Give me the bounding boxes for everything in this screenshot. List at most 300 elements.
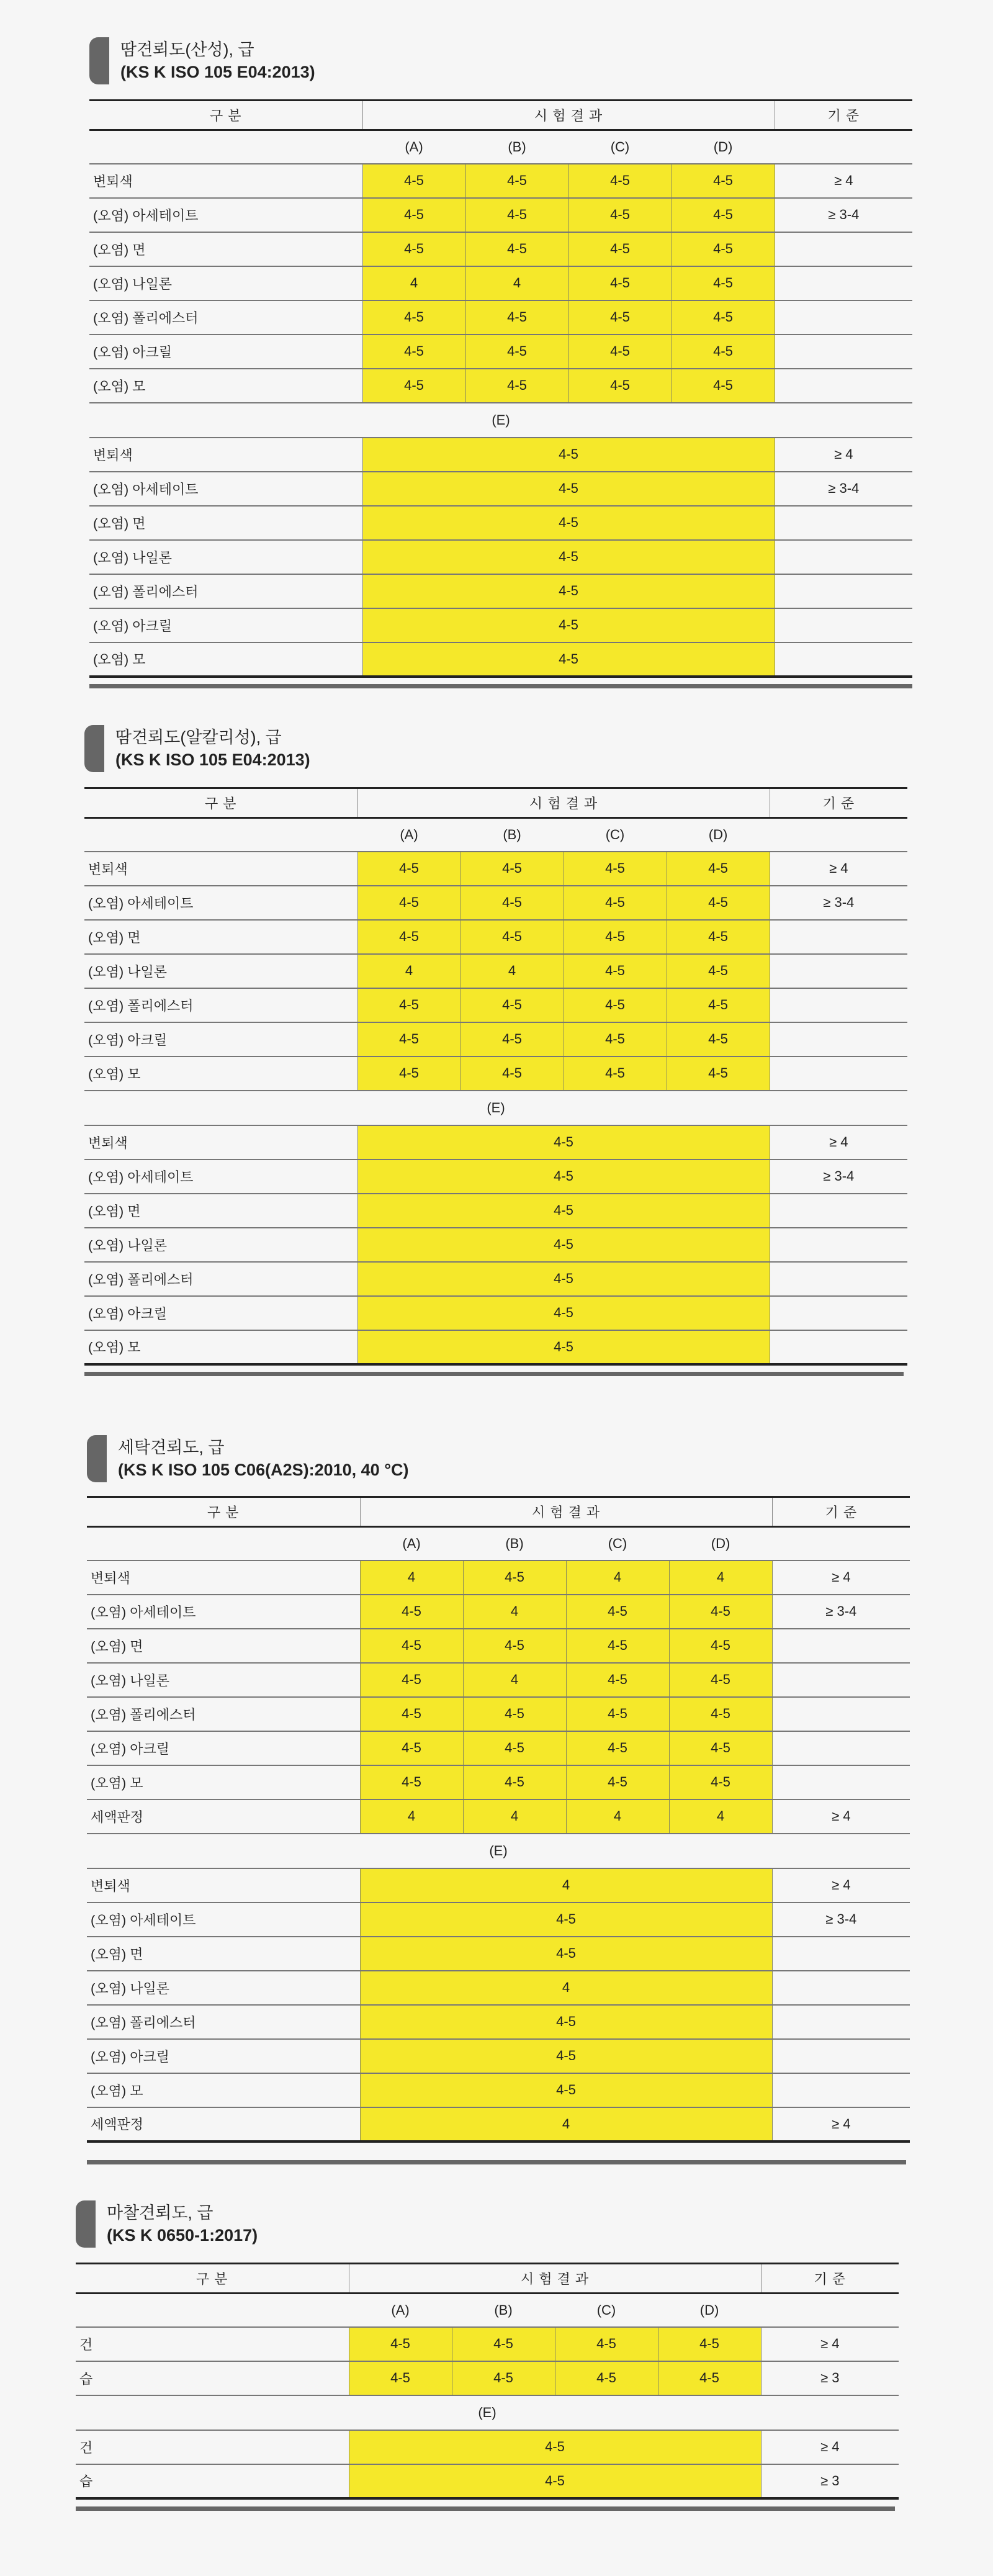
value-c: 4-5 [568, 198, 672, 232]
table-row [87, 1765, 910, 1799]
value-a: 4-5 [362, 164, 465, 198]
header-criteria: 기 준 [761, 2264, 899, 2294]
value-b: 4-5 [465, 369, 568, 403]
criteria-value [770, 954, 907, 988]
row-label: (오염) 아크릴 [84, 1296, 357, 1330]
value-b: 4-5 [465, 300, 568, 335]
table-row [84, 920, 907, 954]
table-header-row [89, 101, 912, 130]
value-d: 4-5 [669, 1697, 772, 1731]
value-d: 4-5 [672, 198, 775, 232]
section-title: 마찰견뢰도, 급 [107, 2204, 213, 2222]
value-d: 4-5 [672, 300, 775, 335]
value-a: 4 [357, 954, 461, 988]
criteria-value [775, 540, 912, 574]
row-label: (오염) 나일론 [89, 266, 362, 300]
value-c: 4-5 [564, 1056, 667, 1091]
criteria-value [770, 1228, 907, 1262]
value-b: 4-5 [461, 988, 564, 1022]
table-row [87, 1937, 910, 1971]
criteria-value: ≥ 4 [775, 438, 912, 472]
table-header-row [87, 1497, 910, 1527]
row-label: (오염) 모 [84, 1056, 357, 1091]
row-label: 세액판정 [87, 1799, 360, 1834]
value-b: 4-5 [463, 1629, 566, 1663]
value-a: 4-5 [362, 198, 465, 232]
criteria-value [772, 1971, 910, 2005]
table-row [84, 886, 907, 920]
row-label: (오염) 모 [89, 369, 362, 403]
criteria-value: ≥ 3-4 [772, 1903, 910, 1937]
value-d: 4-5 [672, 335, 775, 369]
value-d: 4-5 [669, 1731, 772, 1765]
value-c: 4-5 [564, 1022, 667, 1056]
value-a: 4-5 [360, 1731, 463, 1765]
header-results: 시 험 결 과 [360, 1497, 772, 1527]
value-b: 4-5 [461, 920, 564, 954]
criteria-value [770, 1262, 907, 1296]
row-label: (오염) 폴리에스터 [89, 300, 362, 335]
value-b: 4-5 [465, 164, 568, 198]
section-standard: (KS K ISO 105 E04:2013) [120, 63, 315, 81]
column-e-label: (E) [87, 1834, 910, 1868]
value-c: 4-5 [566, 1595, 669, 1629]
column-b-label: (B) [463, 1527, 566, 1560]
value-e: 4-5 [357, 1228, 770, 1262]
table-row [84, 852, 907, 886]
column-d-label: (D) [658, 2294, 761, 2327]
table-row [89, 266, 912, 300]
value-d: 4 [669, 1799, 772, 1834]
header-category: 구 분 [84, 788, 357, 818]
value-a: 4-5 [362, 369, 465, 403]
criteria-value [775, 506, 912, 540]
value-c: 4-5 [566, 1697, 669, 1731]
value-a: 4-5 [357, 988, 461, 1022]
value-e: 4-5 [362, 472, 775, 506]
criteria-value: ≥ 3-4 [772, 1595, 910, 1629]
value-a: 4-5 [349, 2361, 452, 2395]
table-row [89, 300, 912, 335]
row-label: (오염) 면 [87, 1629, 360, 1663]
row-label: (오염) 폴리에스터 [87, 2005, 360, 2039]
table-row [89, 164, 912, 198]
value-e: 4-5 [360, 2005, 772, 2039]
column-e-label: (E) [84, 1091, 907, 1125]
value-d: 4-5 [658, 2327, 761, 2361]
criteria-value: ≥ 4 [775, 164, 912, 198]
value-c: 4-5 [564, 852, 667, 886]
header-results: 시 험 결 과 [362, 101, 775, 130]
table-row [76, 2361, 899, 2395]
value-d: 4-5 [669, 1595, 772, 1629]
header-category: 구 분 [89, 101, 362, 130]
column-c-label: (C) [566, 1527, 669, 1560]
column-e-label: (E) [76, 2395, 899, 2430]
row-label: (오염) 폴리에스터 [84, 988, 357, 1022]
value-d: 4-5 [669, 1663, 772, 1697]
header-results: 시 험 결 과 [357, 788, 770, 818]
criteria-value [770, 1022, 907, 1056]
value-b: 4 [463, 1799, 566, 1834]
row-label: (오염) 아크릴 [89, 335, 362, 369]
column-e-row [87, 1834, 910, 1868]
value-b: 4-5 [463, 1560, 566, 1595]
value-c: 4-5 [564, 886, 667, 920]
table-row [89, 198, 912, 232]
value-a: 4-5 [357, 886, 461, 920]
table-row [84, 954, 907, 988]
table-row [87, 2073, 910, 2107]
column-d-label: (D) [669, 1527, 772, 1560]
value-e: 4 [360, 1868, 772, 1903]
results-table [89, 99, 912, 678]
column-label-row [89, 130, 912, 164]
section-marker [76, 2200, 96, 2248]
row-label: (오염) 아크릴 [89, 608, 362, 642]
value-b: 4-5 [461, 852, 564, 886]
table-row [76, 2464, 899, 2498]
results-table [76, 2263, 899, 2500]
header-results: 시 험 결 과 [349, 2264, 761, 2294]
value-d: 4-5 [672, 232, 775, 266]
row-label: (오염) 면 [84, 1194, 357, 1228]
criteria-value: ≥ 4 [770, 852, 907, 886]
section-standard: (KS K 0650-1:2017) [107, 2226, 258, 2245]
table-row [84, 988, 907, 1022]
value-a: 4 [362, 266, 465, 300]
row-label: (오염) 아세테이트 [84, 1160, 357, 1194]
value-d: 4-5 [667, 886, 770, 920]
value-e: 4-5 [360, 2039, 772, 2073]
criteria-value [775, 369, 912, 403]
row-label: 변퇴색 [89, 164, 362, 198]
criteria-value [770, 988, 907, 1022]
value-a: 4-5 [357, 1022, 461, 1056]
value-b: 4-5 [461, 1022, 564, 1056]
column-c-label: (C) [555, 2294, 658, 2327]
row-label: (오염) 나일론 [89, 540, 362, 574]
column-c-label: (C) [564, 818, 667, 852]
table-row [87, 2005, 910, 2039]
criteria-value [772, 1731, 910, 1765]
value-b: 4 [465, 266, 568, 300]
criteria-value: ≥ 4 [761, 2430, 899, 2464]
row-label: (오염) 면 [89, 506, 362, 540]
value-b: 4-5 [465, 232, 568, 266]
row-label: (오염) 나일론 [84, 954, 357, 988]
column-label-row [87, 1527, 910, 1560]
criteria-value [775, 266, 912, 300]
value-b: 4-5 [465, 198, 568, 232]
section-title: 세탁견뢰도, 급 [118, 1438, 225, 1457]
row-label: 건 [76, 2327, 349, 2361]
row-label: (오염) 면 [87, 1937, 360, 1971]
value-c: 4-5 [568, 300, 672, 335]
value-d: 4-5 [669, 1765, 772, 1799]
table-row [89, 608, 912, 642]
section-end-line [87, 2160, 906, 2164]
value-c: 4-5 [566, 1765, 669, 1799]
section-marker [87, 1435, 107, 1482]
value-a: 4-5 [349, 2327, 452, 2361]
value-c: 4-5 [568, 232, 672, 266]
value-e: 4-5 [357, 1296, 770, 1330]
value-e: 4-5 [362, 438, 775, 472]
value-b: 4-5 [463, 1697, 566, 1731]
value-d: 4-5 [667, 1056, 770, 1091]
criteria-value: ≥ 3-4 [770, 1160, 907, 1194]
table-row [84, 1330, 907, 1364]
criteria-value [772, 1937, 910, 1971]
value-c: 4-5 [555, 2327, 658, 2361]
table-row [89, 232, 912, 266]
value-e: 4-5 [360, 2073, 772, 2107]
value-e: 4-5 [349, 2430, 761, 2464]
value-b: 4-5 [463, 1765, 566, 1799]
row-label: (오염) 아세테이트 [84, 886, 357, 920]
table-row [87, 1595, 910, 1629]
row-label: (오염) 모 [87, 1765, 360, 1799]
value-a: 4-5 [360, 1765, 463, 1799]
criteria-value: ≥ 3-4 [770, 886, 907, 920]
value-e: 4 [360, 2107, 772, 2141]
value-e: 4-5 [349, 2464, 761, 2498]
value-a: 4-5 [357, 920, 461, 954]
column-a-label: (A) [349, 2294, 452, 2327]
criteria-value: ≥ 4 [772, 1868, 910, 1903]
value-a: 4-5 [362, 232, 465, 266]
row-label: 변퇴색 [89, 438, 362, 472]
value-d: 4-5 [667, 1022, 770, 1056]
row-label: (오염) 면 [89, 232, 362, 266]
value-e: 4-5 [362, 608, 775, 642]
value-a: 4-5 [357, 852, 461, 886]
criteria-value: ≥ 3-4 [775, 198, 912, 232]
row-label: (오염) 나일론 [87, 1971, 360, 2005]
value-e: 4-5 [360, 1937, 772, 1971]
value-a: 4 [360, 1799, 463, 1834]
criteria-value [772, 1765, 910, 1799]
table-row [87, 1971, 910, 2005]
table-row [87, 2039, 910, 2073]
section-title: 땀견뢰도(알칼리성), 급 [115, 728, 282, 747]
row-label: 변퇴색 [84, 1125, 357, 1160]
value-c: 4-5 [555, 2361, 658, 2395]
column-d-label: (D) [672, 130, 775, 164]
value-d: 4-5 [669, 1629, 772, 1663]
column-c-label: (C) [568, 130, 672, 164]
value-c: 4-5 [566, 1663, 669, 1697]
criteria-value [770, 920, 907, 954]
table-row [87, 2107, 910, 2141]
row-label: 변퇴색 [87, 1560, 360, 1595]
value-b: 4 [463, 1663, 566, 1697]
row-label: (오염) 아세테이트 [87, 1595, 360, 1629]
section-end-line [84, 1372, 904, 1376]
value-e: 4-5 [362, 574, 775, 608]
value-e: 4-5 [362, 642, 775, 677]
criteria-value [775, 300, 912, 335]
row-label: 변퇴색 [84, 852, 357, 886]
value-d: 4-5 [672, 164, 775, 198]
criteria-value: ≥ 3 [761, 2464, 899, 2498]
value-b: 4-5 [452, 2361, 555, 2395]
criteria-value: ≥ 4 [761, 2327, 899, 2361]
criteria-value [772, 2073, 910, 2107]
table-row [87, 1560, 910, 1595]
criteria-value [775, 574, 912, 608]
criteria-value [770, 1056, 907, 1091]
table-row [89, 642, 912, 677]
column-label-row [76, 2294, 899, 2327]
value-d: 4-5 [667, 920, 770, 954]
value-c: 4-5 [568, 164, 672, 198]
row-label: (오염) 아세테이트 [87, 1903, 360, 1937]
value-e: 4-5 [357, 1262, 770, 1296]
criteria-value [775, 232, 912, 266]
column-e-label: (E) [89, 403, 912, 438]
criteria-value: ≥ 4 [770, 1125, 907, 1160]
value-d: 4-5 [667, 988, 770, 1022]
value-e: 4-5 [362, 540, 775, 574]
table-row [87, 1663, 910, 1697]
criteria-value [775, 335, 912, 369]
value-d: 4-5 [672, 266, 775, 300]
header-criteria: 기 준 [772, 1497, 910, 1527]
column-e-row [76, 2395, 899, 2430]
table-header-row [76, 2264, 899, 2294]
table-row [76, 2327, 899, 2361]
value-b: 4 [463, 1595, 566, 1629]
criteria-value: ≥ 3 [761, 2361, 899, 2395]
row-label: (오염) 아크릴 [87, 2039, 360, 2073]
criteria-value [770, 1330, 907, 1364]
value-e: 4-5 [360, 1903, 772, 1937]
value-c: 4-5 [566, 1731, 669, 1765]
value-a: 4-5 [362, 335, 465, 369]
value-c: 4-5 [568, 266, 672, 300]
table-row [87, 1697, 910, 1731]
column-e-row [89, 403, 912, 438]
value-b: 4-5 [452, 2327, 555, 2361]
value-a: 4-5 [360, 1629, 463, 1663]
value-d: 4-5 [667, 954, 770, 988]
value-b: 4 [461, 954, 564, 988]
table-row [84, 1262, 907, 1296]
value-c: 4 [566, 1560, 669, 1595]
row-label: (오염) 폴리에스터 [87, 1697, 360, 1731]
table-row [84, 1125, 907, 1160]
table-row [84, 1022, 907, 1056]
value-a: 4-5 [357, 1056, 461, 1091]
table-row [89, 506, 912, 540]
column-b-label: (B) [461, 818, 564, 852]
row-label: (오염) 아세테이트 [89, 472, 362, 506]
row-label: (오염) 아크릴 [87, 1731, 360, 1765]
table-row [84, 1194, 907, 1228]
section-end-line [89, 684, 912, 688]
row-label: 변퇴색 [87, 1868, 360, 1903]
table-row [87, 1629, 910, 1663]
criteria-value [772, 1663, 910, 1697]
section-standard: (KS K ISO 105 E04:2013) [115, 750, 310, 769]
row-label: (오염) 나일론 [84, 1228, 357, 1262]
criteria-value [770, 1296, 907, 1330]
table-row [89, 438, 912, 472]
header-category: 구 분 [76, 2264, 349, 2294]
value-d: 4 [669, 1560, 772, 1595]
criteria-value [772, 2039, 910, 2073]
column-b-label: (B) [452, 2294, 555, 2327]
table-row [89, 472, 912, 506]
row-label: (오염) 모 [89, 642, 362, 677]
table-row [89, 574, 912, 608]
value-c: 4 [566, 1799, 669, 1834]
criteria-value: ≥ 4 [772, 2107, 910, 2141]
value-a: 4 [360, 1560, 463, 1595]
row-label: (오염) 모 [87, 2073, 360, 2107]
criteria-value [772, 1697, 910, 1731]
value-e: 4-5 [362, 506, 775, 540]
table-row [87, 1903, 910, 1937]
column-a-label: (A) [360, 1527, 463, 1560]
table-row [84, 1296, 907, 1330]
table-row [76, 2430, 899, 2464]
row-label: (오염) 아크릴 [84, 1022, 357, 1056]
table-row [84, 1056, 907, 1091]
criteria-value: ≥ 4 [772, 1560, 910, 1595]
table-row [89, 540, 912, 574]
header-criteria: 기 준 [775, 101, 912, 130]
value-a: 4-5 [362, 300, 465, 335]
value-b: 4-5 [461, 1056, 564, 1091]
row-label: (오염) 나일론 [87, 1663, 360, 1697]
table-row [89, 335, 912, 369]
criteria-value [775, 642, 912, 677]
value-e: 4-5 [357, 1330, 770, 1364]
section-end-line [76, 2506, 895, 2511]
section-standard: (KS K ISO 105 C06(A2S):2010, 40 °C) [118, 1461, 409, 1479]
table-row [89, 369, 912, 403]
column-label-row [84, 818, 907, 852]
table-row [87, 1868, 910, 1903]
value-a: 4-5 [360, 1595, 463, 1629]
value-c: 4-5 [564, 920, 667, 954]
column-e-row [84, 1091, 907, 1125]
value-d: 4-5 [672, 369, 775, 403]
value-c: 4-5 [564, 954, 667, 988]
value-e: 4-5 [357, 1125, 770, 1160]
row-label: 세액판정 [87, 2107, 360, 2141]
column-a-label: (A) [357, 818, 461, 852]
results-table [84, 787, 907, 1366]
value-e: 4 [360, 1971, 772, 2005]
row-label: (오염) 모 [84, 1330, 357, 1364]
section-title: 땀견뢰도(산성), 급 [120, 40, 254, 59]
value-a: 4-5 [360, 1697, 463, 1731]
value-b: 4-5 [463, 1731, 566, 1765]
value-e: 4-5 [357, 1194, 770, 1228]
value-e: 4-5 [357, 1160, 770, 1194]
value-b: 4-5 [465, 335, 568, 369]
value-c: 4-5 [564, 988, 667, 1022]
row-label: (오염) 면 [84, 920, 357, 954]
table-row [84, 1228, 907, 1262]
criteria-value [775, 608, 912, 642]
criteria-value [770, 1194, 907, 1228]
criteria-value: ≥ 4 [772, 1799, 910, 1834]
